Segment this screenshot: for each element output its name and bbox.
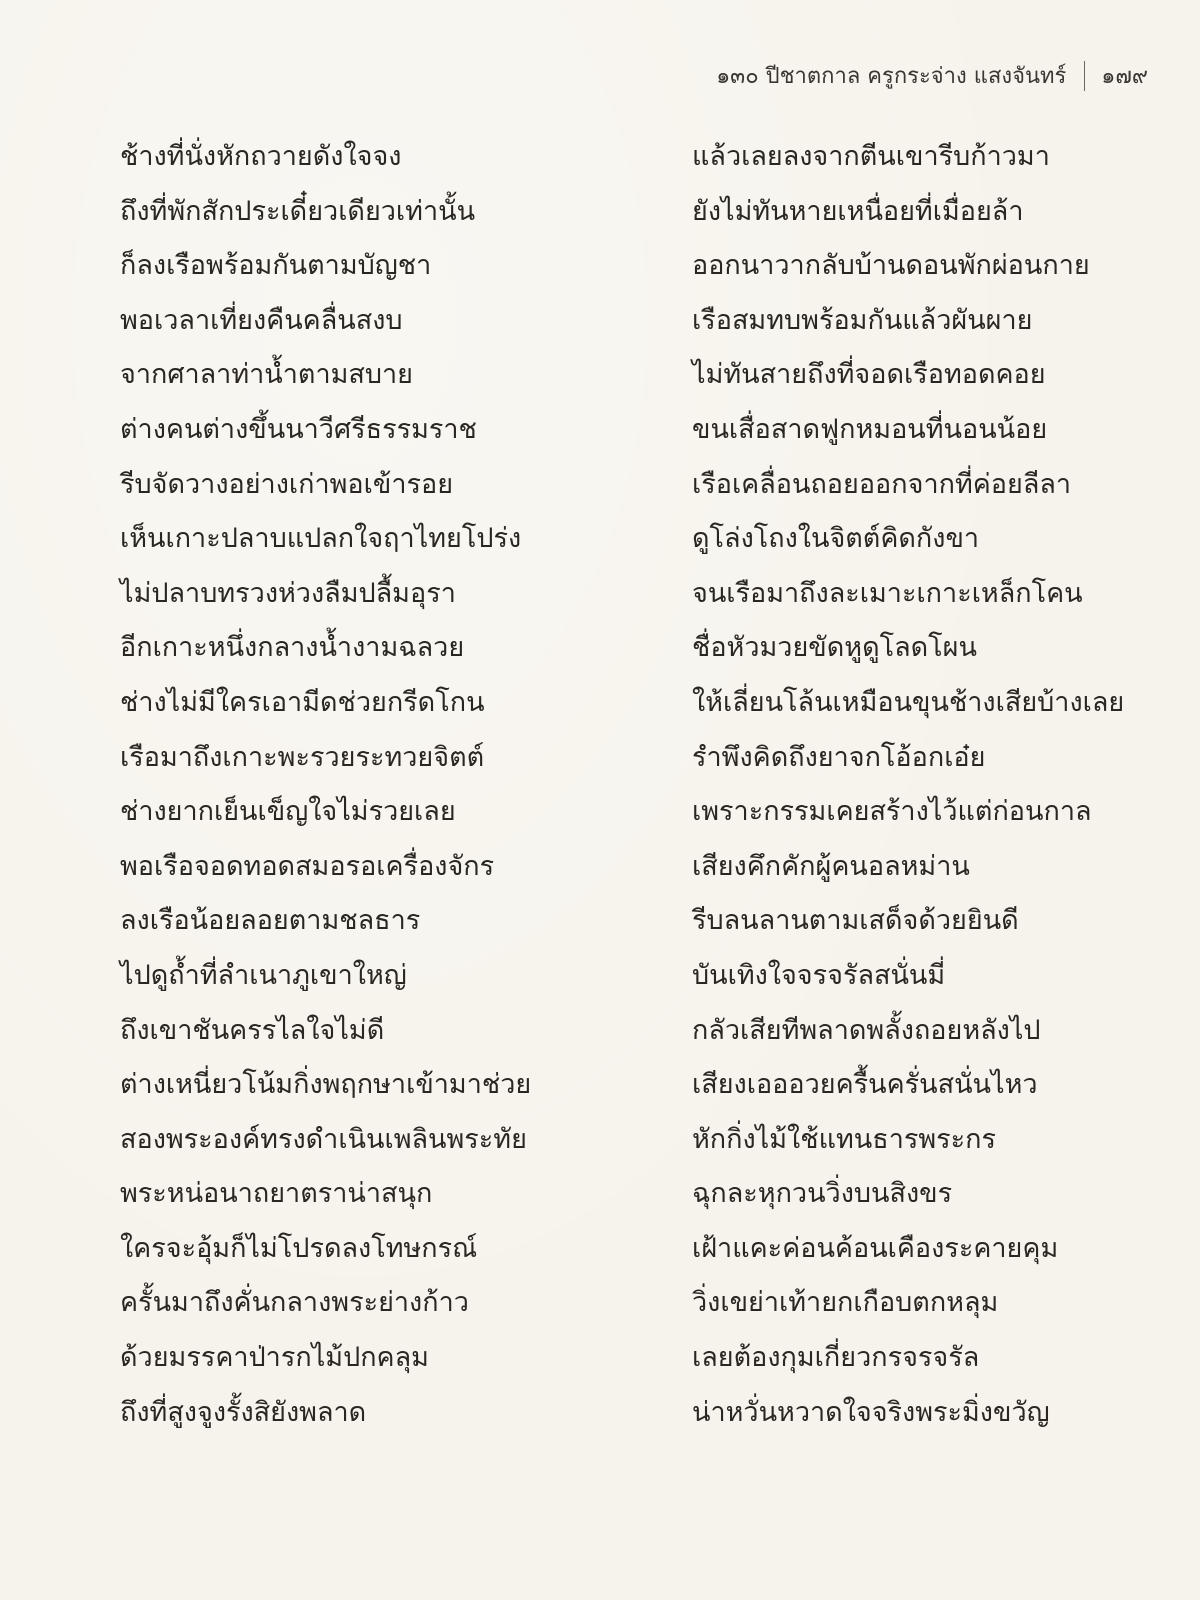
- second-hemistich: น่าหวั่นหวาดใจจริงพระมิ่งขวัญ: [692, 1396, 1050, 1428]
- first-hemistich: อีกเกาะหนึ่งกลางน้ำงามฉลวย: [120, 632, 465, 664]
- second-hemistich: หักกิ่งไม้ใช้แทนธารพระกร: [692, 1123, 997, 1155]
- first-hemistich: สองพระองค์ทรงดำเนินเพลินพระทัย: [120, 1123, 527, 1155]
- second-hemistich: กลัวเสียทีพลาดพลั้งถอยหลังไป: [692, 1014, 1041, 1046]
- first-hemistich: พอเวลาเที่ยงคืนคลื่นสงบ: [120, 304, 403, 336]
- couplet: [0, 1004, 1200, 1059]
- second-hemistich: บันเทิงใจจรจรัลสนั่นมี่: [692, 959, 946, 991]
- couplet: [0, 949, 1200, 1004]
- couplet: [0, 512, 1200, 567]
- second-hemistich: เรือเคลื่อนถอยออกจากที่ค่อยลีลา: [692, 468, 1072, 500]
- first-hemistich: ก็ลงเรือพร้อมกันตามบัญชา: [120, 250, 432, 282]
- couplet: [0, 185, 1200, 240]
- couplet: [0, 130, 1200, 185]
- second-hemistich: ชื่อหัวมวยขัดหูดูโลดโผน: [692, 632, 977, 664]
- second-hemistich: ให้เลี่ยนโล้นเหมือนขุนช้างเสียบ้างเลย: [692, 686, 1125, 718]
- first-hemistich: ถึงที่พักสักประเดี๋ยวเดียวเท่านั้น: [120, 195, 476, 227]
- first-hemistich: จากศาลาท่าน้ำตามสบาย: [120, 359, 414, 391]
- first-hemistich: ช่างไม่มีใครเอามีดช่วยกรีดโกน: [120, 686, 485, 718]
- second-hemistich: รำพึงคิดถึงยาจกโอ้อกเอ๋ย: [692, 741, 986, 773]
- first-hemistich: ไม่ปลาบทรวงห่วงลืมปลื้มอุรา: [120, 577, 456, 609]
- second-hemistich: เลยต้องกุมเกี่ยวกรจรจรัล: [692, 1342, 980, 1374]
- couplet: [0, 894, 1200, 949]
- first-hemistich: ไปดูถ้ำที่ลำเนาภูเขาใหญ่: [120, 959, 407, 991]
- couplet: [0, 840, 1200, 895]
- couplet: [0, 1058, 1200, 1113]
- first-hemistich: ด้วยมรรคาป่ารกไม้ปกคลุม: [120, 1342, 429, 1374]
- second-hemistich: เรือสมทบพร้อมกันแล้วผันผาย: [692, 304, 1033, 336]
- second-hemistich: ดูโล่งโถงในจิตต์คิดกังขา: [692, 523, 980, 555]
- second-hemistich: จนเรือมาถึงละเมาะเกาะเหล็กโคน: [692, 577, 1083, 609]
- second-hemistich: ออกนาวากลับบ้านดอนพักผ่อนกาย: [692, 250, 1090, 282]
- second-hemistich: เพราะกรรมเคยสร้างไว้แต่ก่อนกาล: [692, 796, 1092, 828]
- second-hemistich: ยังไม่ทันหายเหนื่อยที่เมื่อยล้า: [692, 195, 1024, 227]
- second-hemistich: วิ่งเขย่าเท้ายกเกือบตกหลุม: [692, 1287, 999, 1319]
- page-number: ๑๗๙: [1101, 64, 1148, 89]
- poem-body: [0, 130, 1200, 1440]
- second-hemistich: เฝ้าแคะค่อนค้อนเคืองระคายคุม: [692, 1232, 1059, 1264]
- couplet: [0, 403, 1200, 458]
- first-hemistich: เห็นเกาะปลาบแปลกใจฤาไทยโปร่ง: [120, 523, 522, 555]
- couplet: [0, 785, 1200, 840]
- second-hemistich: เสียงเอออวยครื้นครั่นสนั่นไหว: [692, 1069, 1038, 1101]
- first-hemistich: ลงเรือน้อยลอยตามชลธาร: [120, 905, 421, 937]
- couplet: [0, 621, 1200, 676]
- first-hemistich: รีบจัดวางอย่างเก่าพอเข้ารอย: [120, 468, 454, 500]
- first-hemistich: ถึงเขาชันครรไลใจไม่ดี: [120, 1014, 385, 1046]
- first-hemistich: ต่างเหนี่ยวโน้มกิ่งพฤกษาเข้ามาช่วย: [120, 1069, 532, 1101]
- couplet: [0, 458, 1200, 513]
- couplet: [0, 676, 1200, 731]
- couplet: [0, 1167, 1200, 1222]
- first-hemistich: เรือมาถึงเกาะพะรวยระทวยจิตต์: [120, 741, 485, 773]
- couplet: [0, 1386, 1200, 1441]
- second-hemistich: แล้วเลยลงจากตีนเขารีบก้าวมา: [692, 141, 1050, 172]
- couplet: [0, 567, 1200, 622]
- second-hemistich: รีบลนลานตามเสด็จด้วยยินดี: [692, 905, 1019, 937]
- couplet: [0, 294, 1200, 349]
- first-hemistich: ช้างที่นั่งหักถวายดังใจจง: [120, 141, 402, 172]
- couplet: [0, 1113, 1200, 1168]
- second-hemistich: ฉุกละหุกวนวิ่งบนสิงขร: [692, 1178, 953, 1210]
- first-hemistich: พระหน่อนาถยาตราน่าสนุก: [120, 1178, 433, 1210]
- first-hemistich: ช่างยากเย็นเข็ญใจไม่รวยเลย: [120, 796, 456, 828]
- second-hemistich: ขนเสื่อสาดฟูกหมอนที่นอนน้อย: [692, 413, 1048, 445]
- running-header: [716, 58, 1148, 93]
- first-hemistich: ครั้นมาถึงคั่นกลางพระย่างก้าว: [120, 1287, 469, 1319]
- couplet: [0, 1222, 1200, 1277]
- first-hemistich: ต่างคนต่างขึ้นนาวีศรีธรรมราช: [120, 413, 477, 445]
- first-hemistich: ถึงที่สูงจูงรั้งสิยังพลาด: [120, 1396, 367, 1428]
- couplet: [0, 1276, 1200, 1331]
- first-hemistich: พอเรือจอดทอดสมอรอเครื่องจักร: [120, 850, 495, 882]
- couplet: [0, 731, 1200, 786]
- running-title: ๑๓๐ ปีชาตกาล ครูกระจ่าง แสงจันทร์: [716, 64, 1067, 89]
- first-hemistich: ใครจะอุ้มก็ไม่โปรดลงโทษกรณ์: [120, 1232, 478, 1264]
- second-hemistich: เสียงคึกคักผู้คนอลหม่าน: [692, 850, 970, 882]
- couplet: [0, 348, 1200, 403]
- second-hemistich: ไม่ทันสายถึงที่จอดเรือทอดคอย: [692, 359, 1046, 391]
- couplet: [0, 239, 1200, 294]
- header-divider: [1084, 61, 1085, 91]
- couplet: [0, 1331, 1200, 1386]
